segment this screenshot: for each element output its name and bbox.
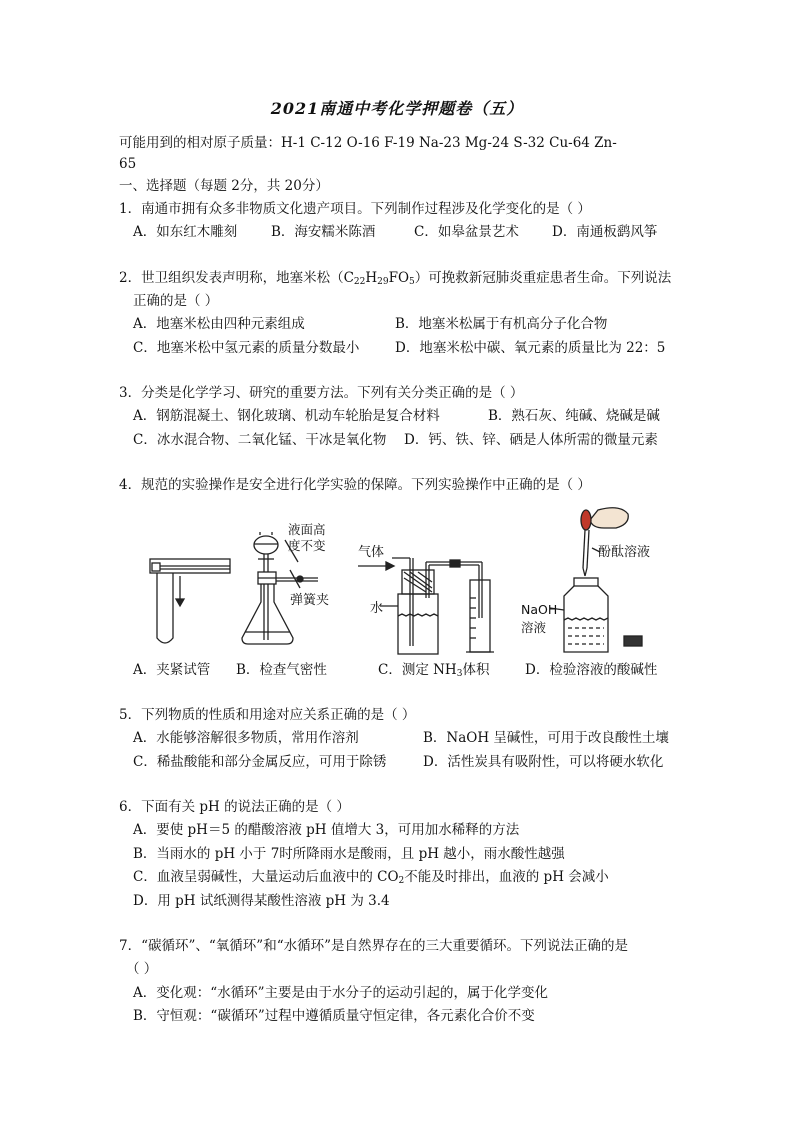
phenolphthalein-label: 酚酞溶液 bbox=[598, 545, 650, 560]
q5-option-b: B．NaOH 呈碱性，可用于改良酸性土壤 bbox=[423, 730, 669, 746]
q5-option-a: A．水能够溶解很多物质，常用作溶剂 bbox=[133, 730, 359, 746]
question-1-stem: 1．南通市拥有众多非物质文化遗产项目。下列制作过程涉及化学变化的是（ ） bbox=[119, 201, 591, 217]
question-3-stem: 3．分类是化学学习、研究的重要方法。下列有关分类正确的是（ ） bbox=[119, 385, 524, 401]
q1-option-c: C．如皋盆景艺术 bbox=[414, 224, 519, 240]
question-2-stem: 2．世卫组织发表声明称，地塞米松$(C_{22}H_{29}FO_5)$可挽救新冠肺炎重症患者生命。下列说法 bbox=[119, 270, 672, 287]
question-7-stem: 7．“碳循环”、“氧循环”和“水循环”是自然界存在的三大重要循环。下列说法正确的是 bbox=[119, 938, 628, 954]
question-5-stem: 5．下列物质的性质和用途对应关系正确的是（ ） bbox=[119, 707, 416, 723]
q4-option-a: A．夹紧试管 bbox=[133, 662, 211, 678]
question-2-stem-2: 正确的是（ ） bbox=[133, 293, 219, 309]
q4-option-c: C．测定 $NH_3$体积 bbox=[378, 662, 490, 679]
q3-option-c: C．冰水混合物、二氧化锰、干冰是氧化物 bbox=[133, 432, 387, 448]
indicator-test-figure bbox=[550, 508, 642, 652]
question-4-stem: 4．规范的实验操作是安全进行化学实验的保障。下列实验操作中正确的是（ ） bbox=[119, 477, 591, 493]
q3-option-a: A．钢筋混凝土、钢化玻璃、机动车轮胎是复合材料 bbox=[133, 408, 440, 424]
q4-option-d: D．检验溶液的酸碱性 bbox=[525, 662, 658, 678]
q5-option-d: D．活性炭具有吸附性，可以将硬水软化 bbox=[423, 754, 664, 770]
q2-option-c: C．地塞米松中氢元素的质量分数最小 bbox=[133, 340, 360, 356]
q1-option-d: D．南通板鹞风筝 bbox=[552, 224, 658, 240]
question-7-stem-2: （ ） bbox=[126, 961, 158, 977]
q5-option-c: C．稀盐酸能和部分金属反应，可用于除锈 bbox=[133, 754, 387, 770]
q2-option-a: A．地塞米松由四种元素组成 bbox=[133, 316, 305, 332]
section-heading: 一、选择题（每题 2分，共 20分） bbox=[119, 178, 329, 194]
q6-option-c: C．血液呈弱碱性，大量运动后血液中的 $CO_2$不能及时排出，血液的 pH 会减小 bbox=[133, 869, 609, 886]
page-title: 2021南通中考化学押题卷（五） bbox=[270, 99, 524, 118]
level-label-1: 液面高 bbox=[288, 522, 326, 537]
naoh-solution-label: 溶液 bbox=[521, 620, 547, 635]
gas-label: 气体 bbox=[358, 545, 385, 560]
q6-option-a: A．要使 pH＝5 的醋酸溶液 pH 值增大 3，可用加水稀释的方法 bbox=[133, 822, 520, 838]
experiment-figure bbox=[130, 498, 650, 656]
question-6-stem: 6．下面有关 pH 的说法正确的是（ ） bbox=[119, 799, 350, 815]
q1-option-b: B．海安糯米陈酒 bbox=[271, 224, 376, 240]
q6-option-b: B．当雨水的 pH 小于 7时所降雨水是酸雨，且 pH 越小，雨水酸性越强 bbox=[133, 846, 565, 862]
atomic-masses-line1: 可能用到的相对原子质量：H-1 C-12 O-16 F-19 Na-23 Mg-24 S-32 Cu-64 Zn- bbox=[119, 135, 617, 151]
q3-option-d: D．钙、铁、锌、硒是人体所需的微量元素 bbox=[404, 432, 658, 448]
q6-option-d: D．用 pH 试纸测得某酸性溶液 pH 为 3.4 bbox=[133, 893, 390, 909]
q4-option-b: B．检查气密性 bbox=[236, 662, 327, 678]
q3-option-b: B．熟石灰、纯碱、烧碱是碱 bbox=[488, 408, 660, 424]
q2-option-d: D．地塞米松中碳、氧元素的质量比为 22：5 bbox=[395, 340, 666, 356]
q7-option-b: B．守恒观：“碳循环”过程中遵循质量守恒定律，各元素化合价不变 bbox=[133, 1008, 535, 1024]
test-tube-holder-figure bbox=[150, 559, 230, 643]
atomic-masses-line2: 65 bbox=[119, 156, 137, 172]
q1-option-a: A．如东红木雕刻 bbox=[133, 224, 238, 240]
water-label: 水 bbox=[370, 601, 384, 616]
q2-option-b: B．地塞米松属于有机高分子化合物 bbox=[395, 316, 608, 332]
q7-option-a: A．变化观：“水循环”主要是由于水分子的运动引起的，属于化学变化 bbox=[133, 985, 549, 1001]
level-label-2: 度不变 bbox=[288, 538, 326, 553]
clamp-label: 弹簧夹 bbox=[290, 593, 330, 608]
naoh-label: NaOH bbox=[521, 602, 558, 617]
